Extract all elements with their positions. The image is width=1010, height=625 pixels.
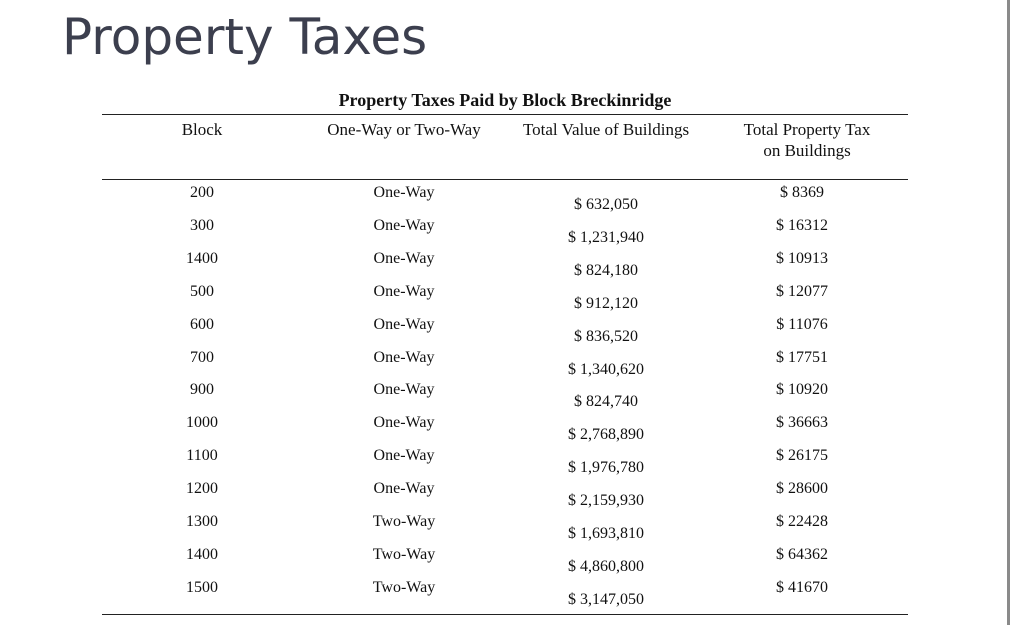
cell-block: 1000	[186, 414, 218, 432]
header-tax-line1: Total Property Tax	[743, 120, 871, 139]
cell-block: 1100	[186, 447, 218, 465]
header-value: Total Value of Buildings	[522, 120, 690, 139]
cell-way: One-Way	[373, 249, 435, 267]
table-row	[102, 377, 908, 410]
cell-tax: $ 41670	[776, 578, 828, 596]
table-bottom-rule	[102, 614, 908, 615]
cell-tax: $ 22428	[776, 513, 828, 530]
table-row	[102, 312, 908, 345]
table-row	[102, 279, 908, 312]
slide-title: Property Taxes	[62, 8, 428, 66]
header-way: One-Way or Two-Way	[327, 120, 481, 139]
cell-way: One-Way	[373, 480, 435, 498]
cell-way: One-Way	[373, 184, 435, 201]
cell-block: 700	[190, 348, 214, 366]
cell-tax: $ 10920	[776, 381, 828, 399]
table-row	[102, 476, 908, 509]
property-tax-table	[102, 86, 908, 608]
table-row	[102, 213, 908, 246]
table-row	[102, 246, 908, 279]
cell-tax: $ 28600	[776, 480, 828, 498]
table-row	[102, 410, 908, 443]
cell-way: One-Way	[373, 414, 435, 432]
cell-value: $ 1,231,940	[568, 228, 644, 246]
cell-block: 300	[190, 216, 214, 234]
table-row	[102, 542, 908, 575]
cell-way: One-Way	[373, 348, 435, 366]
cell-value: $ 632,050	[574, 196, 638, 213]
cell-way: One-Way	[373, 216, 435, 234]
header-block: Block	[181, 120, 223, 139]
cell-value: $ 824,180	[574, 261, 638, 279]
cell-block: 1500	[186, 578, 218, 596]
cell-way: Two-Way	[372, 578, 436, 596]
cell-way: Two-Way	[372, 545, 436, 563]
cell-tax: $ 10913	[776, 249, 828, 267]
cell-value: $ 1,976,780	[568, 459, 644, 477]
cell-block: 500	[190, 282, 214, 300]
cell-tax: $ 17751	[776, 348, 828, 366]
cell-block: 1400	[186, 545, 218, 563]
cell-tax: $ 8369	[780, 184, 824, 201]
cell-block: 1300	[186, 513, 218, 530]
cell-value: $ 836,520	[574, 327, 638, 345]
table-row	[102, 575, 908, 608]
table-row	[102, 509, 908, 542]
cell-way: One-Way	[373, 315, 435, 333]
cell-tax: $ 64362	[776, 545, 828, 563]
cell-tax: $ 11076	[776, 315, 828, 333]
cell-way: Two-Way	[372, 513, 436, 530]
table-row	[102, 345, 908, 378]
cell-value: $ 2,768,890	[568, 426, 644, 444]
cell-tax: $ 26175	[776, 447, 828, 465]
cell-value: $ 824,740	[574, 393, 638, 411]
cell-way: One-Way	[373, 282, 435, 300]
cell-value: $ 4,860,800	[568, 557, 644, 575]
cell-tax: $ 12077	[776, 282, 828, 300]
cell-value: $ 1,693,810	[568, 525, 644, 542]
cell-block: 1200	[186, 480, 218, 498]
header-tax-line2: on Buildings	[763, 141, 851, 160]
cell-block: 200	[190, 184, 214, 201]
table-caption: Property Taxes Paid by Block Breckinridge	[338, 90, 672, 110]
cell-value: $ 2,159,930	[568, 492, 644, 510]
cell-value: $ 3,147,050	[568, 590, 644, 608]
table-body	[102, 180, 908, 608]
table-header-row	[102, 115, 908, 179]
cell-block: 1400	[186, 249, 218, 267]
cell-block: 900	[190, 381, 214, 399]
cell-tax: $ 16312	[776, 216, 828, 234]
header-tax	[722, 119, 892, 161]
cell-value: $ 912,120	[574, 294, 638, 312]
cell-way: One-Way	[373, 381, 435, 399]
cell-value: $ 1,340,620	[568, 360, 644, 378]
table-row	[102, 180, 908, 213]
cell-way: One-Way	[373, 447, 435, 465]
cell-tax: $ 36663	[776, 414, 828, 432]
table-row	[102, 443, 908, 476]
cell-block: 600	[190, 315, 214, 333]
